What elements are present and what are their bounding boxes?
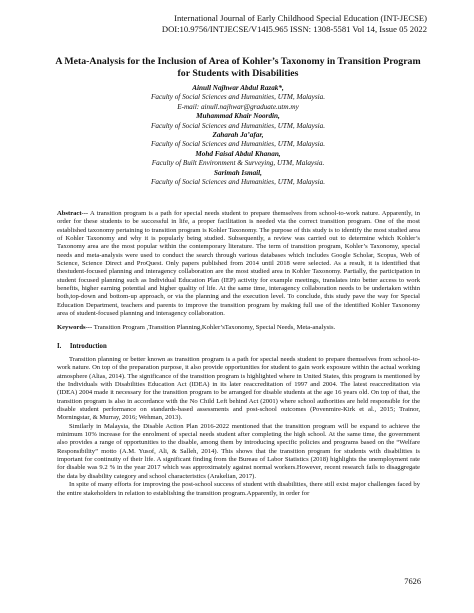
- author-affiliation: Faculty of Built Environment & Surveying, UTM, Malaysia.: [151, 159, 325, 168]
- author-affiliation: Faculty of Social Sciences and Humanities, UTM, Malaysia.: [150, 178, 326, 187]
- author-affiliation: Faculty of Social Sciences and Humanities, UTM, Malaysia.: [150, 93, 326, 102]
- paper-title: A Meta-Analysis for the Inclusion of Area of Kohler’s Taxonomy in Transition Program for Students with Disabilities: [55, 56, 421, 79]
- journal-doi-issn: DOI:10.9756/INTJECSE/V14I5.965 ISSN: 1308-5581 Vol 14, Issue 05 2022: [161, 24, 427, 34]
- page-number: 7626: [404, 577, 421, 586]
- paragraph: In spite of many efforts for improving the post-school success of student with disabilities, there still exist major challenges faced by the entire stakeholders in relation to establishing the transition program.Apparently, in order for: [57, 481, 420, 497]
- keywords-label: Keywords---: [57, 324, 93, 331]
- introduction-body: [57, 356, 420, 498]
- paragraph: Transition planning or better known as transition program is a path for special needs student to prepare themselves from school-to-work nature. On top of the preparation purpose, it also provide opportunities for student to gain work exposure within the actual working atmosphere (Alias, 2014). The significance of the transition program is highlighted where in United States, this program is mentioned by the Individuals with Disabilities Education Act (IDEA) in its later reaccreditation of 1997 and 2004. The latest reaccreditation via (IDEA) 2004 made it necessary for the transition program to be arranged for disable students at the age 16 years old. On top of that, the transition program is also in accordance with the No Child Left behind Act (2001) where school authorities are held responsible for the disable student performance on standards-based assessments and post-school outcomes (Povenmire-Kirk et al., 2015; Trainor, Morningstar, & Murray, 2016; Wehman, 2013).: [57, 356, 420, 422]
- abstract-label: Abstract---: [57, 210, 89, 217]
- author-name: Muhammad Khair Noordin,: [196, 112, 280, 121]
- author-name: Ainull Najhwar Abdul Razak*,: [192, 84, 284, 92]
- author-name: Mohd Faisal Abdul Khanan,: [195, 149, 281, 158]
- author-list: [55, 84, 421, 187]
- keywords: [57, 324, 420, 332]
- author-affiliation: Faculty of Social Sciences and Humanities, UTM, Malaysia.: [150, 121, 326, 130]
- journal-header: [162, 13, 427, 35]
- author-affiliation: Faculty of Social Sciences and Humanities, UTM, Malaysia.: [150, 140, 326, 149]
- abstract: [57, 210, 420, 318]
- author-email: E-mail: ainull.najhwar@graduate.utm.my: [177, 102, 299, 111]
- author-name: Sarimah Ismail,: [214, 168, 262, 177]
- abstract-text: A transition program is a path for special needs student to prepare themselves from school-to-work nature. Apparently, in order for these students to be successful in life, a proper facilitation is needed via the correct transition program. One of the most established taxonomy pertaining to transition program is Kohler Taxonomy. The purpose of this study is to identify the most studied area of Kohler Taxonomy and why it is popularly being studied. Subsequently, a review was carried out to determine which Kohler’s Taxonomy area are the most popular within the contemporary literature. The term of transition program, Kohler’s Taxonomy, special needs and meta-analysis were used to conduct the search through various databases which includes Google Scholar, Scopus, Web of Science, Science Direct and ProQuest. Only papers published from 2014 until 2018 were selected. As a result, it is identified that thestudent-focused planning and interagency collaboration are the most studied area in Kohler Taxonomy. Partially, the participation in student focused planning such as Individual Education Plan (IEP) activity for example meetings, translates into better access to work benefits, higher earning potential and higher quality of life. At the same time, interagency collaboration needs to be undertaken within both,top-down and bottom-up approach, or via the planning and the execution level. To conclude, this study pave the way for Special Education Department, teachers and parents to improve the transition program by making full use of the identified Kohler Taxonomy area of student-focused planning and interagency collaboration.: [57, 210, 420, 318]
- author-name: Zaharah Ja’afar,: [212, 131, 264, 140]
- keywords-text: Transition Program ,Transition Planning,Kohler’sTaxonomy, Special Needs, Meta-analysis.: [92, 324, 336, 331]
- paragraph: Similarly in Malaysia, the Disable Action Plan 2016-2022 mentioned that the transition program will be expand to achieve the minimum 10% increase for the enrolment of special needs student after completing the high school. At the same time, the government also provides a range of opportunities to the disable, among them by introducing specific policies and programs based on the “Welfare Responsibility” motto (A.M. Yusof, Ali, & Salleh, 2014). This shows that the transition program for students with disabilities is important for continuity of their life. A significant finding from the Bureau of Labor Statistics (2018) highlights the unemployment rate for disable was 9.2 % in the year 2017 which was approximately against normal workers.However, recent research fails to disaggregate the data by disability category and school characteristics (Arakelian, 2017).: [57, 422, 420, 480]
- journal-name: International Journal of Early Childhood Special Education (INT-JECSE): [174, 13, 427, 23]
- section-heading: I. Introduction: [57, 343, 107, 350]
